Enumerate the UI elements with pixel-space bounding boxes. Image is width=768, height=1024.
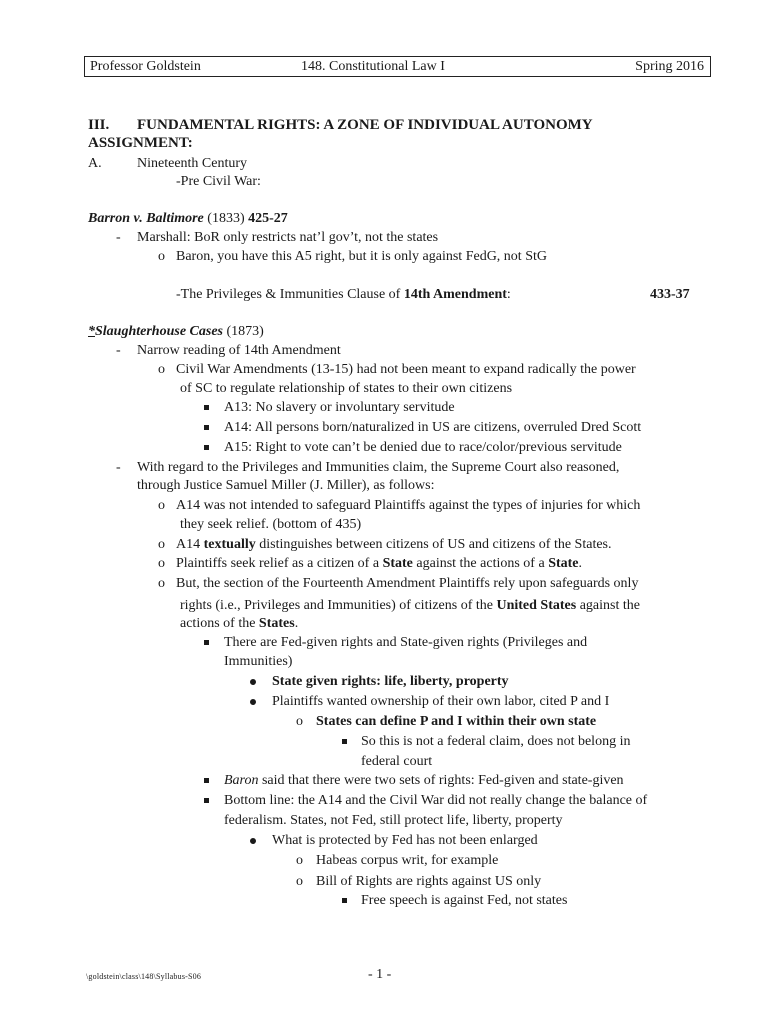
circle-bullet: o bbox=[158, 249, 165, 264]
square-bullet bbox=[204, 425, 209, 430]
pi-claim-point-cont: through Justice Samuel Miller (J. Miller), as follows: bbox=[137, 478, 435, 493]
pre-civil-war: -Pre Civil War: bbox=[176, 174, 261, 189]
assignment-label: ASSIGNMENT: bbox=[88, 135, 193, 151]
square-bullet bbox=[342, 898, 347, 903]
circle-bullet: o bbox=[158, 362, 165, 377]
section-number: III. bbox=[88, 117, 110, 133]
a14-intent-point-cont: they seek relief. (bottom of 435) bbox=[180, 517, 362, 532]
footer-file-path: \goldstein\class\148\Syllabus-S06 bbox=[86, 972, 202, 981]
dash-bullet: - bbox=[116, 460, 121, 475]
free-speech-point: Free speech is against Fed, not states bbox=[361, 893, 568, 908]
page-number: - 1 - bbox=[368, 967, 392, 982]
section-title: FUNDAMENTAL RIGHTS: A ZONE OF INDIVIDUAL AUTONOMY bbox=[137, 117, 593, 133]
barron-heading: Barron v. Baltimore (1833) 425-27 bbox=[88, 211, 288, 226]
circle-bullet: o bbox=[158, 537, 165, 552]
a14-intent-point: A14 was not intended to safeguard Plaintiffs against the types of injuries for which bbox=[176, 498, 641, 513]
square-bullet bbox=[204, 405, 209, 410]
barron-point-2: Baron, you have this A5 right, but it is only against FedG, not StG bbox=[176, 249, 547, 264]
fourteenth-section-point-cont: rights (i.e., Privileges and Immunities) of citizens of the United States against the bbox=[180, 598, 640, 613]
subsection-title: Nineteenth Century bbox=[137, 156, 248, 171]
amendments-point-cont: of SC to regulate relationship of states to their own citizens bbox=[180, 381, 513, 396]
bottom-line-point: Bottom line: the A14 and the Civil War did not really change the balance of bbox=[224, 793, 648, 808]
not-federal-claim-point: So this is not a federal claim, does not belong in bbox=[361, 734, 631, 749]
circle-bullet: o bbox=[158, 556, 165, 571]
square-bullet bbox=[342, 739, 347, 744]
dash-bullet: - bbox=[116, 343, 121, 358]
bottom-line-point-cont: federalism. States, not Fed, still protect life, liberty, property bbox=[224, 813, 563, 828]
pi-clause-heading: -The Privileges & Immunities Clause of 14th Amendment: bbox=[176, 287, 511, 302]
fed-state-rights-point-cont: Immunities) bbox=[224, 654, 293, 669]
dot-bullet bbox=[250, 838, 256, 844]
narrow-reading: Narrow reading of 14th Amendment bbox=[137, 343, 341, 358]
slaughterhouse-heading: *Slaughterhouse Cases (1873) bbox=[88, 324, 264, 339]
square-bullet bbox=[204, 445, 209, 450]
pi-claim-point: With regard to the Privileges and Immunities claim, the Supreme Court also reasoned, bbox=[137, 460, 620, 475]
bill-of-rights-point: Bill of Rights are rights against US only bbox=[316, 874, 542, 889]
a14-textual-point: A14 textually distinguishes between citizens of US and citizens of the States. bbox=[176, 537, 612, 552]
circle-bullet: o bbox=[296, 853, 303, 868]
plaintiffs-relief-point: Plaintiffs seek relief as a citizen of a State against the actions of a State. bbox=[176, 556, 583, 571]
header-course: 148. Constitutional Law I bbox=[301, 59, 445, 74]
a14-point: A14: All persons born/naturalized in US are citizens, overruled Dred Scott bbox=[224, 420, 642, 435]
header-professor: Professor Goldstein bbox=[90, 59, 201, 74]
habeas-point: Habeas corpus writ, for example bbox=[316, 853, 499, 868]
a13-point: A13: No slavery or involuntary servitude bbox=[224, 400, 455, 415]
dot-bullet bbox=[250, 679, 256, 685]
square-bullet bbox=[204, 798, 209, 803]
header-term: Spring 2016 bbox=[635, 59, 704, 74]
amendments-point: Civil War Amendments (13-15) had not been meant to expand radically the power bbox=[176, 362, 636, 377]
circle-bullet: o bbox=[158, 498, 165, 513]
not-federal-claim-point-cont: federal court bbox=[361, 754, 433, 769]
square-bullet bbox=[204, 778, 209, 783]
fourteenth-section-point-cont2: actions of the States. bbox=[180, 616, 299, 631]
subsection-label: A. bbox=[88, 156, 102, 171]
circle-bullet: o bbox=[296, 714, 303, 729]
fed-not-enlarged-point: What is protected by Fed has not been enlarged bbox=[272, 833, 538, 848]
state-rights-point: State given rights: life, liberty, property bbox=[272, 674, 509, 689]
dash-bullet: - bbox=[116, 230, 121, 245]
pi-pages: 433-37 bbox=[650, 287, 690, 302]
square-bullet bbox=[204, 640, 209, 645]
circle-bullet: o bbox=[158, 576, 165, 591]
barron-point-1: Marshall: BoR only restricts nat’l gov’t, not the states bbox=[137, 230, 439, 245]
dot-bullet bbox=[250, 699, 256, 705]
a15-point: A15: Right to vote can’t be denied due to race/color/previous servitude bbox=[224, 440, 622, 455]
plaintiffs-labor-point: Plaintiffs wanted ownership of their own labor, cited P and I bbox=[272, 694, 610, 709]
circle-bullet: o bbox=[296, 874, 303, 889]
baron-two-sets-point: Baron said that there were two sets of rights: Fed-given and state-given bbox=[224, 773, 624, 788]
document-header bbox=[84, 56, 711, 77]
fourteenth-section-point: But, the section of the Fourteenth Amendment Plaintiffs rely upon safeguards only bbox=[176, 576, 639, 591]
states-define-pi-point: States can define P and I within their own state bbox=[316, 714, 597, 729]
fed-state-rights-point: There are Fed-given rights and State-given rights (Privileges and bbox=[224, 635, 588, 650]
